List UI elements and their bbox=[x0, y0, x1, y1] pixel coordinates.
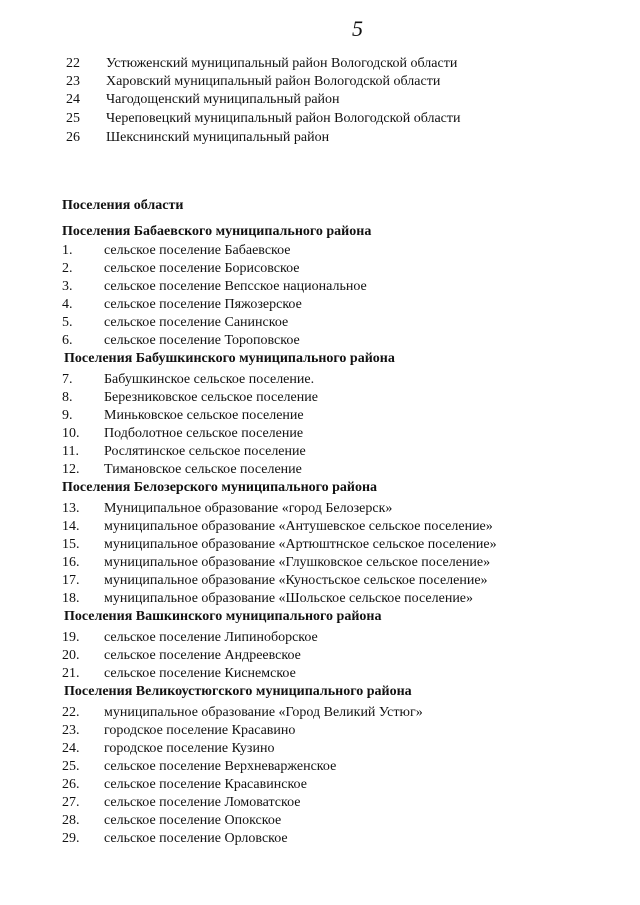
item-number: 15. bbox=[62, 537, 80, 552]
item-text: муниципальное образование «Артюштнское сельское поселение» bbox=[104, 537, 497, 552]
item-number: 10. bbox=[62, 426, 80, 441]
item-text: муниципальное образование «Город Великий Устюг» bbox=[104, 705, 423, 720]
item-number: 21. bbox=[62, 666, 80, 681]
item-text: городское поселение Красавино bbox=[104, 723, 296, 738]
item-text: Устюженский муниципальный район Вологодской области bbox=[106, 56, 458, 71]
section-title: Поселения области bbox=[62, 198, 184, 213]
group-heading: Поселения Великоустюгского муниципального района bbox=[64, 684, 412, 699]
item-number: 2. bbox=[62, 261, 73, 276]
item-text: Бабушкинское сельское поселение. bbox=[104, 372, 315, 387]
item-text: муниципальное образование «Глушковское сельское поселение» bbox=[104, 555, 491, 570]
item-text: сельское поселение Пяжозерское bbox=[104, 297, 302, 312]
item-number: 24 bbox=[66, 92, 80, 107]
group-heading: Поселения Вашкинского муниципального района bbox=[64, 609, 382, 624]
item-text: сельское поселение Ломоватское bbox=[104, 795, 301, 810]
item-number: 6. bbox=[62, 333, 73, 348]
item-text: Чагодощенский муниципальный район bbox=[106, 92, 340, 107]
item-number: 11. bbox=[62, 444, 79, 459]
item-text: сельское поселение Опокское bbox=[104, 813, 282, 828]
item-number: 8. bbox=[62, 390, 73, 405]
item-text: сельское поселение Санинское bbox=[104, 315, 289, 330]
group-heading: Поселения Бабаевского муниципального района bbox=[62, 224, 372, 239]
item-text: Подболотное сельское поселение bbox=[104, 426, 304, 441]
item-number: 23. bbox=[62, 723, 80, 738]
item-text: сельское поселение Вепсское национальное bbox=[104, 279, 367, 294]
item-number: 24. bbox=[62, 741, 80, 756]
item-number: 18. bbox=[62, 591, 80, 606]
item-text: сельское поселение Орловское bbox=[104, 831, 288, 846]
item-number: 22 bbox=[66, 56, 80, 71]
item-number: 5. bbox=[62, 315, 73, 330]
item-text: Тимановское сельское поселение bbox=[104, 462, 302, 477]
item-number: 22. bbox=[62, 705, 80, 720]
item-number: 25. bbox=[62, 759, 80, 774]
item-text: Череповецкий муниципальный район Вологодской области bbox=[106, 111, 461, 126]
item-text: Миньковское сельское поселение bbox=[104, 408, 304, 423]
item-number: 14. bbox=[62, 519, 80, 534]
item-text: Харовский муниципальный район Вологодской области bbox=[106, 74, 441, 89]
item-text: Рослятинское сельское поселение bbox=[104, 444, 306, 459]
item-number: 3. bbox=[62, 279, 73, 294]
item-text: сельское поселение Киснемское bbox=[104, 666, 296, 681]
item-text: сельское поселение Борисовское bbox=[104, 261, 300, 276]
item-number: 19. bbox=[62, 630, 80, 645]
item-text: Шекснинский муниципальный район bbox=[106, 130, 330, 145]
item-text: Муниципальное образование «город Белозерск» bbox=[104, 501, 393, 516]
item-number: 28. bbox=[62, 813, 80, 828]
item-number: 4. bbox=[62, 297, 73, 312]
item-text: сельское поселение Липиноборское bbox=[104, 630, 318, 645]
item-number: 1. bbox=[62, 243, 73, 258]
item-number: 7. bbox=[62, 372, 73, 387]
item-text: сельское поселение Бабаевское bbox=[104, 243, 291, 258]
item-text: городское поселение Кузино bbox=[104, 741, 275, 756]
item-text: сельское поселение Верхневарженское bbox=[104, 759, 337, 774]
item-text: муниципальное образование «Шольское сельское поселение» bbox=[104, 591, 474, 606]
item-number: 25 bbox=[66, 111, 80, 126]
group-heading: Поселения Бабушкинского муниципального района bbox=[64, 351, 395, 366]
item-text: Березниковское сельское поселение bbox=[104, 390, 318, 405]
item-number: 9. bbox=[62, 408, 73, 423]
item-number: 23 bbox=[66, 74, 80, 89]
item-number: 13. bbox=[62, 501, 80, 516]
item-number: 16. bbox=[62, 555, 80, 570]
item-text: сельское поселение Тороповское bbox=[104, 333, 300, 348]
item-text: сельское поселение Красавинское bbox=[104, 777, 307, 792]
item-number: 26. bbox=[62, 777, 80, 792]
page-number: 5 bbox=[352, 16, 363, 41]
item-number: 26 bbox=[66, 130, 80, 145]
item-text: муниципальное образование «Куностьское сельское поселение» bbox=[104, 573, 488, 588]
item-text: сельское поселение Андреевское bbox=[104, 648, 301, 663]
item-number: 12. bbox=[62, 462, 80, 477]
item-number: 17. bbox=[62, 573, 80, 588]
item-text: муниципальное образование «Антушевское сельское поселение» bbox=[104, 519, 493, 534]
group-heading: Поселения Белозерского муниципального района bbox=[62, 480, 378, 495]
item-number: 27. bbox=[62, 795, 80, 810]
item-number: 20. bbox=[62, 648, 80, 663]
item-number: 29. bbox=[62, 831, 80, 846]
